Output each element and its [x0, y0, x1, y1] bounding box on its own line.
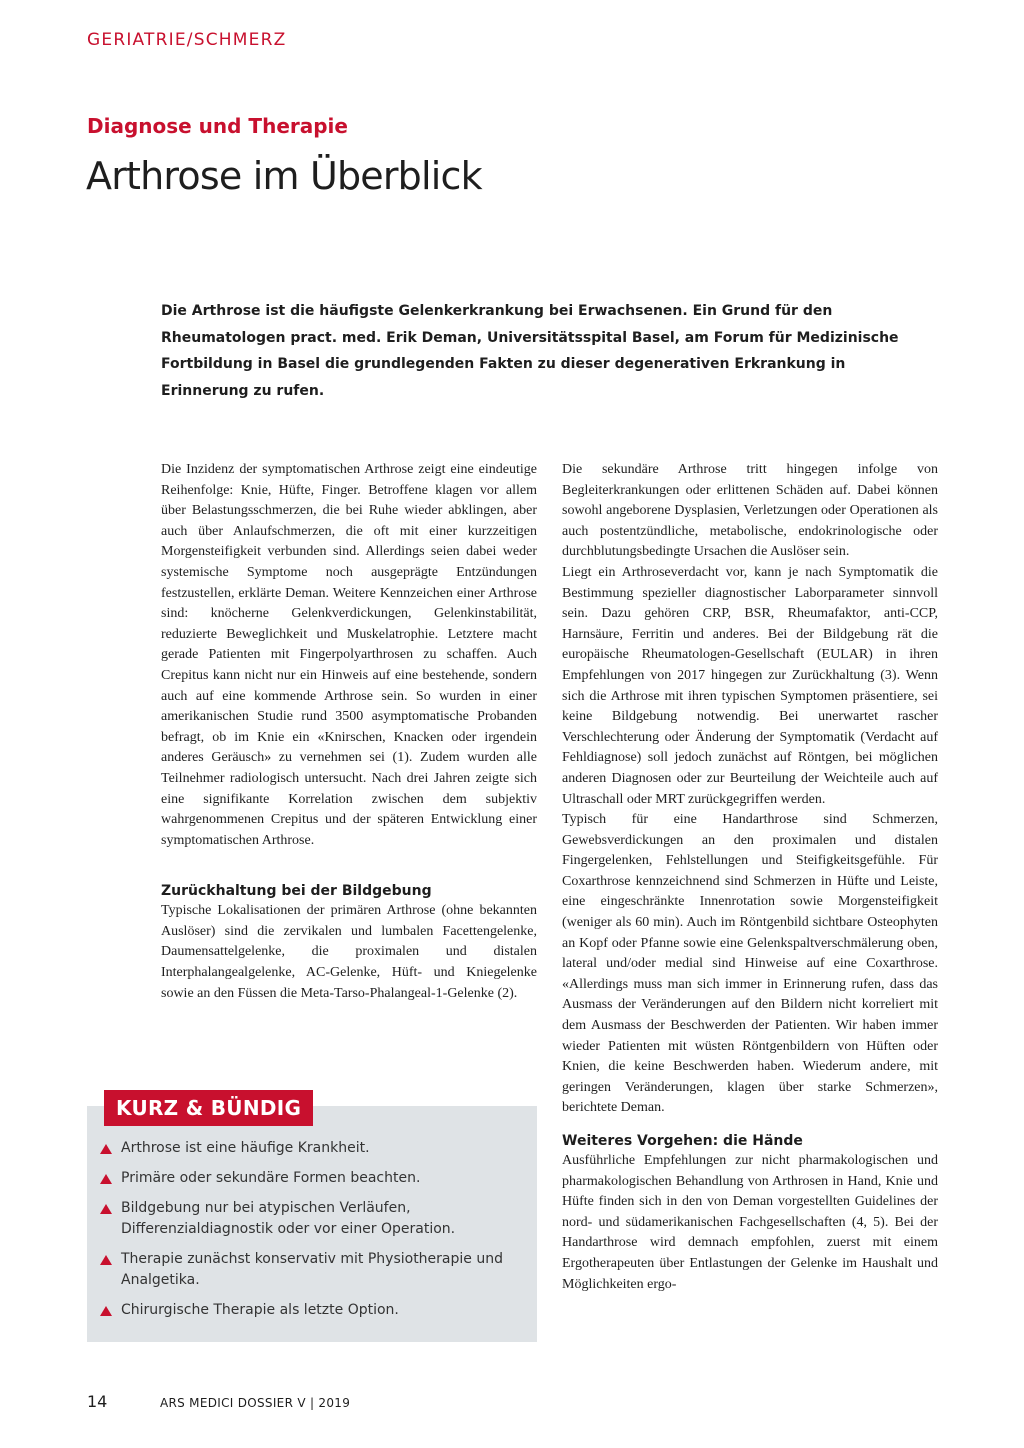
summary-item — [100, 1300, 520, 1321]
summary-item-text: Therapie zunächst konservativ mit Physiotherapie und Analgetika. — [121, 1251, 503, 1288]
summary-item-text: Arthrose ist eine häufige Krankheit. — [121, 1140, 370, 1156]
body-paragraph: Typisch für eine Handarthrose sind Schmerzen, Gewebsverdickungen an den proximalen und distalen Fingergelenken, Fehlstellungen und Steifigkeitsgefühle. Für Coxarthrose kennzeichnend sind Schmerzen in Hüfte und Leiste, eine eingeschränkte Innenrotation sowie Morgensteifigkeit (weniger als 60 min). Auch im Röntgenbild sichtbare Osteophyten an Kopf oder Pfanne sowie eine Gelenkspaltverschmälerung oben, lateral und/oder medial sind Hinweise auf eine Coxarthrose. «Allerdings muss man sich immer in Erinnerung rufen, dass das Ausmass der Veränderungen auf den Bildern nicht korreliert mit dem Ausmass der Beschwerden der Patienten. Wir haben immer wieder Patienten mit wüsten Röntgenbildern von Hüften oder Knien, die keine Beschwerden haben. Wiederum andere, mit geringen Veränderungen, klagen über starke Schmerzen», berichtete Deman. — [562, 812, 938, 1116]
triangle-bullet-icon — [100, 1204, 112, 1214]
body-paragraph: Typische Lokalisationen der primären Arthrose (ohne bekannten Auslöser) sind die zervikalen und lumbalen Facettengelenke, Daumensattelgelenke, die proximalen und distalen Interphalangealgelenke, AC-Gelenke, Hüft- und Kniegelenke sowie an den Füssen die Meta-Tarso-Phalangeal-1-Gelenke (2). — [161, 903, 537, 1001]
triangle-bullet-icon — [100, 1306, 112, 1316]
triangle-bullet-icon — [100, 1255, 112, 1265]
summary-item-text: Primäre oder sekundäre Formen beachten. — [121, 1170, 421, 1186]
summary-item-text: Bildgebung nur bei atypischen Verläufen, Differenzialdiagnostik oder vor einer Operation. — [121, 1200, 456, 1237]
summary-item — [100, 1168, 520, 1189]
left-column — [161, 460, 537, 1004]
summary-list — [100, 1138, 520, 1330]
triangle-bullet-icon — [100, 1144, 112, 1154]
triangle-bullet-icon — [100, 1174, 112, 1184]
article-lead: Die Arthrose ist die häufigste Gelenkerkrankung bei Erwachsenen. Ein Grund für den Rheumatologen pract. med. Erik Deman, Universitätsspital Basel, am Forum für Medizinische Fortbildung in Basel die grundlegenden Fakten zu dieser degenerativen Erkrankung in Erinnerung zu rufen. — [161, 303, 899, 399]
article-title: Arthrose im Überblick — [86, 154, 482, 198]
body-paragraph: Liegt ein Arthroseverdacht vor, kann je nach Symptomatik die Bestimmung spezieller diagnostischer Laborparameter sinnvoll sein. Dazu gehören CRP, BSR, Rheumafaktor, anti-CCP, Harnsäure, Ferritin und anderes. Bei der Bildgebung rät die europäische Rheumatologen-Gesellschaft (EULAR) in ihren Empfehlungen von 2017 hingegen zur Zurückhaltung (3). Wenn sich die Arthrose mit ihren typischen Symptomen präsentiere, sei keine Bildgebung notwendig. Bei unerwartet rascher Verschlechterung oder Änderung der Symptomatik (Verdacht auf Fehldiagnose) soll jedoch zunächst auf Röntgen, bei möglichen anderen Diagnosen oder zur Beurteilung der Weichteile auch auf Ultraschall oder MRT zurückgegriffen werden. — [562, 564, 938, 807]
summary-item — [100, 1138, 520, 1159]
section-label: GERIATRIE/SCHMERZ — [87, 30, 287, 50]
body-paragraph: Die Inzidenz der symptomatischen Arthrose zeigt eine eindeutige Reihenfolge: Knie, Hüfte, Finger. Betroffene klagen vor allem über Belastungsschmerzen, die bei Ruhe wieder abklingen, aber auch über Anlaufschmerzen, die oft mit einer kurzzeitigen Morgensteifigkeit verbunden sind. Allerdings seien dabei weder systemische Symptome noch ausgeprägte Entzündungen festzustellen, erklärte Deman. Weitere Kennzeichen einer Arthrose sind: knöcherne Gelenkverdickungen, Gelenkinstabilität, reduzierte Beweglichkeit und Muskelatrophie. Letztere macht gerade Patienten mit Fingerpolyarthrosen zu schaffen. Auch Crepitus kann nicht nur ein Hinweis auf eine bestehende, sondern auch auf eine kommende Arthrose sein. So wurden in einer amerikanischen Studie rund 3500 asymptomatische Probanden befragt, ob im Knie ein «Knirschen, Knacken oder irgendein anderes Geräusch» zu vernehmen sei (1). Zudem wurden alle Teilnehmer radiologisch untersucht. Nach drei Jahren zeigte sich eine signifikante Korrelation zwischen dem subjektiv wahrgenommenen Crepitus und der späteren Entwicklung einer symptomatischen Arthrose. — [161, 462, 537, 848]
body-paragraph: Die sekundäre Arthrose tritt hingegen infolge von Begleiterkrankungen oder erlittenen Schäden auf. Dabei können sowohl angeborene Dysplasien, Verletzungen oder Operationen als auch postentzündliche, metabolische, endokrinologische oder durchblutungsbedingte Ursachen die Auslöser sein. — [562, 462, 938, 560]
summary-item-text: Chirurgische Therapie als letzte Option. — [121, 1302, 399, 1318]
summary-item — [100, 1198, 520, 1240]
article-kicker: Diagnose und Therapie — [87, 114, 348, 138]
body-paragraph: Ausführliche Empfehlungen zur nicht pharmakologischen und pharmakologischen Behandlung von Arthrosen in Hand, Knie und Hüfte finden sich in den von Deman vorgestellten Guidelines der nord- und südamerikanischen Fachgesellschaften (4, 5). Bei der Handarthrose wird demnach empfohlen, zuerst mit einem Ergotherapeuten über Entlastungen der Gelenke im Haushalt und Möglichkeiten ergo- — [562, 1153, 938, 1292]
subheading: Weiteres Vorgehen: die Hände — [562, 1133, 803, 1149]
page-number: 14 — [87, 1392, 108, 1411]
summary-item — [100, 1249, 520, 1291]
publication-footer: ARS MEDICI DOSSIER V | 2019 — [160, 1396, 351, 1410]
summary-box-title: KURZ & BÜNDIG — [104, 1090, 313, 1126]
subheading: Zurückhaltung bei der Bildgebung — [161, 883, 432, 900]
right-column — [562, 460, 938, 1295]
